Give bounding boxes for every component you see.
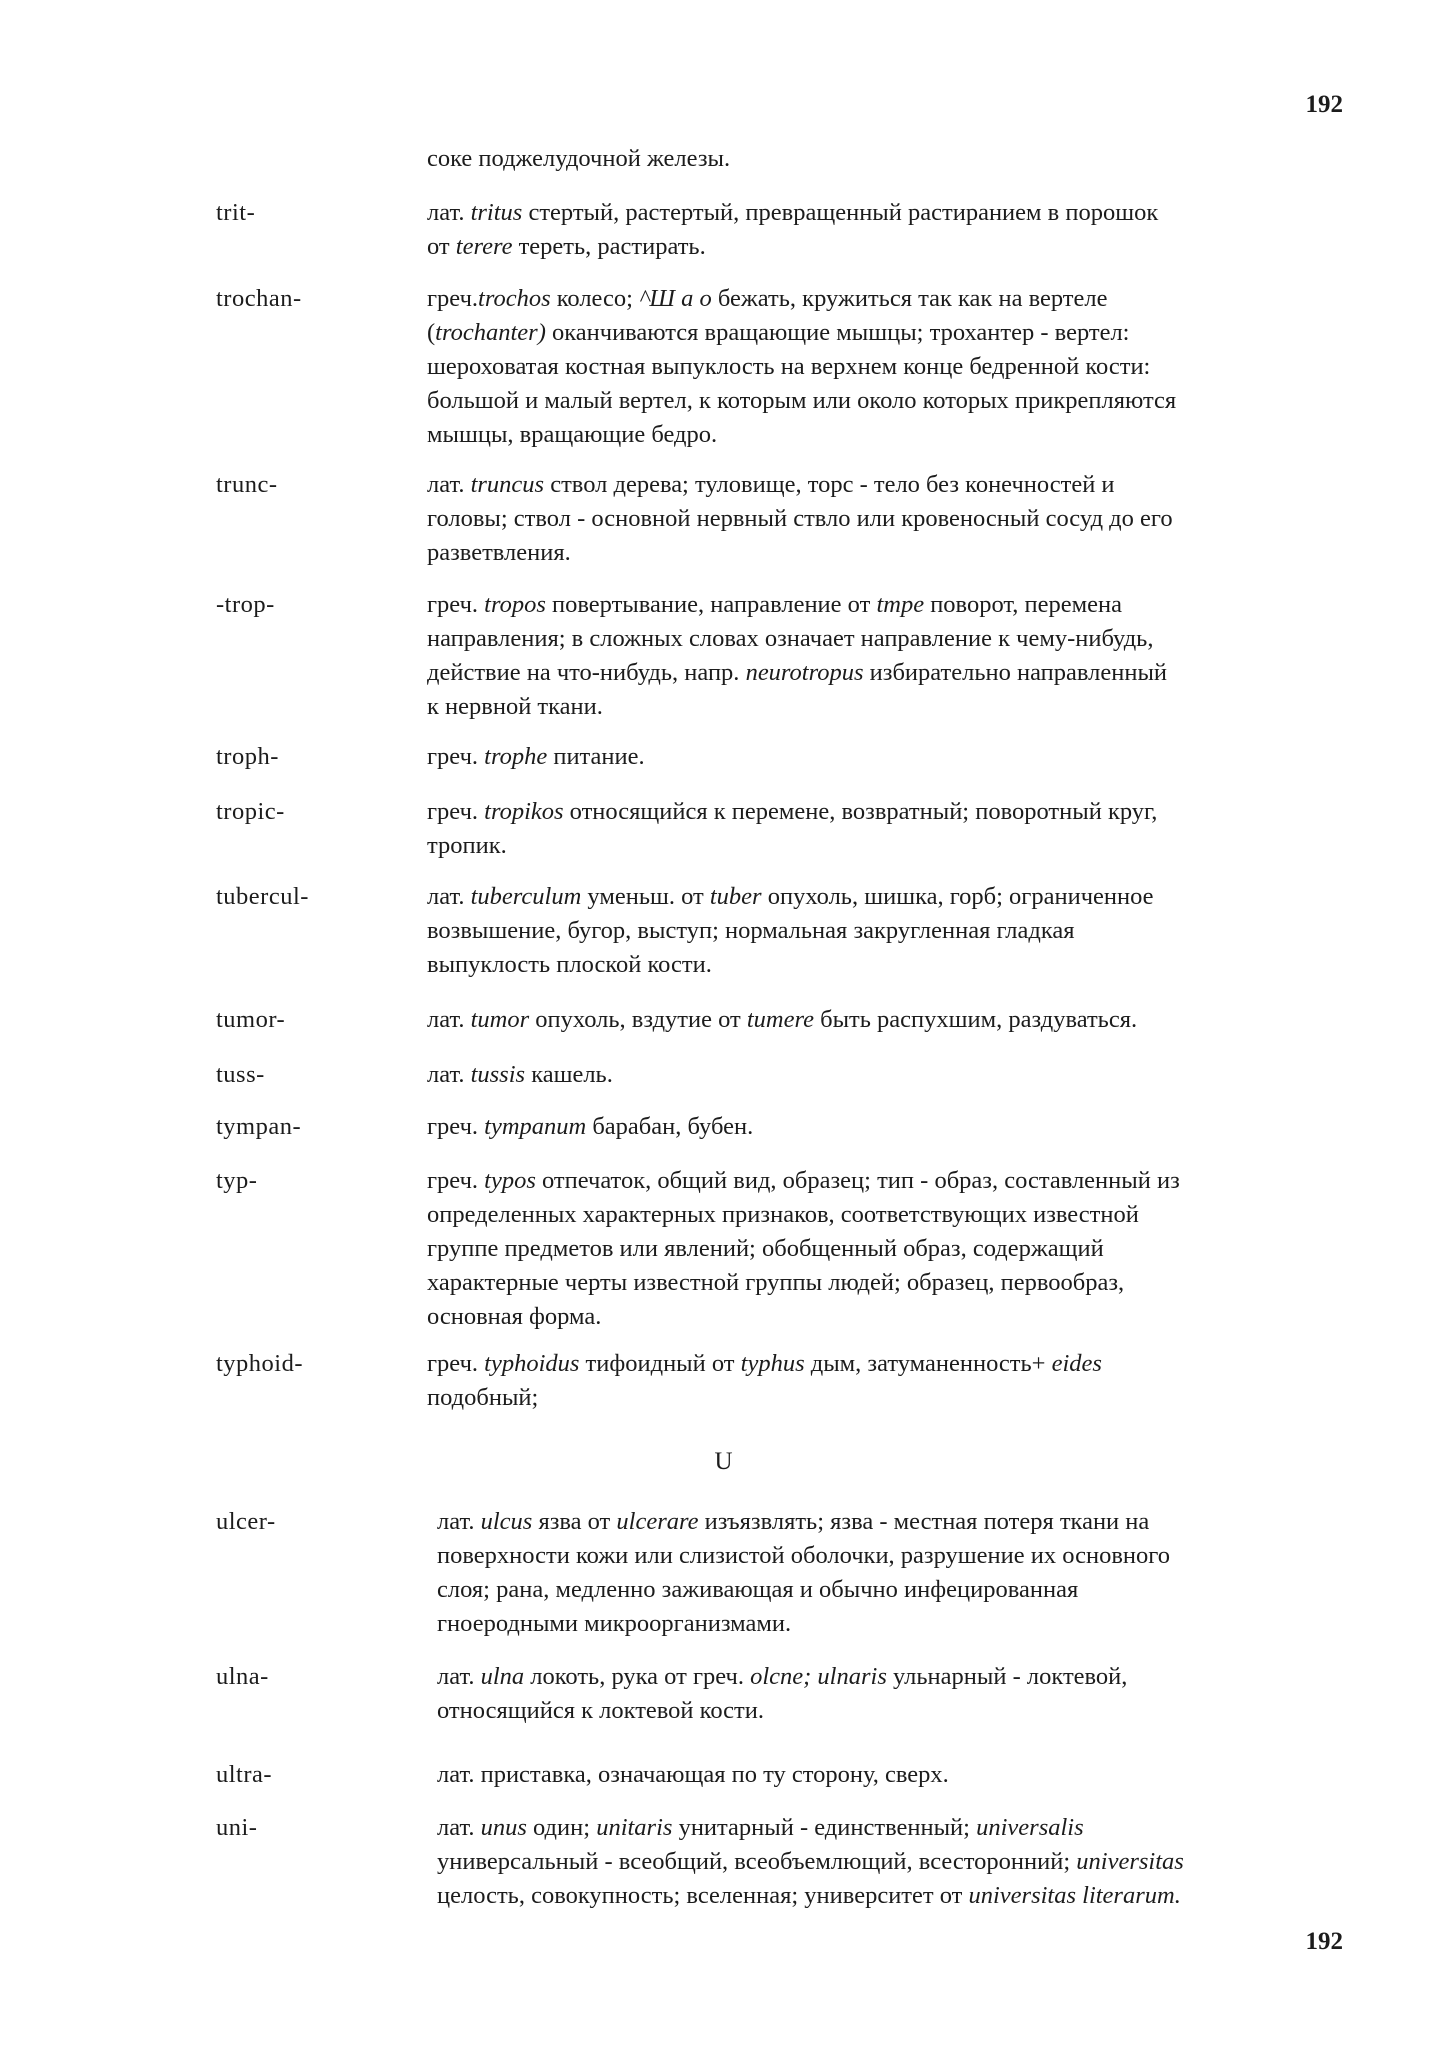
entry-term: ultra- (216, 1761, 273, 1788)
entry-term: troph- (216, 743, 279, 770)
entry-term: trochan- (216, 285, 302, 312)
page-number-bottom: 192 (1305, 1928, 1343, 1955)
entry-definition: греч. typhoidus тифоидный от typhus дым, затуманенность+ eides подобный; (427, 1350, 1102, 1411)
entry-definition: греч. typos отпечаток, общий вид, образец; тип - образ, составленный из определенных характерных признаков, соответствующих известной группе предметов или явлений; обобщенный образ, содержащий характерные черты известной группы людей; образец, первообраз, основная форма. (427, 1167, 1180, 1330)
entry-term: -trop- (216, 591, 275, 618)
entry-definition: лат. приставка, означающая по ту сторону, сверх. (437, 1761, 949, 1788)
entry-definition: лат. tritus стертый, растертый, превращенный растиранием в порошок от terere тереть, растирать. (427, 199, 1159, 260)
entry-term: trunc- (216, 471, 278, 498)
continuation-text: соке поджелудочной железы. (427, 145, 731, 172)
entry-definition: лат. unus один; unitaris унитарный - единственный; universalis универсальный - всеобщий, всеобъемлющий, всесторонний; universitas целость, совокупность; вселенная; университет от universitas literarum. (437, 1814, 1184, 1909)
entry-definition: лат. tuberculum уменьш. от tuber опухоль, шишка, горб; ограниченное возвышение, бугор, выступ; нормальная закругленная гладкая выпуклость плоской кости. (427, 883, 1154, 978)
section-letter: U (714, 1448, 733, 1475)
entry-term: uni- (216, 1814, 258, 1841)
entry-definition: лат. ulna локоть, рука от греч. olcne; ulnaris ульнарный - локтевой, относящийся к локтевой кости. (437, 1663, 1128, 1724)
entry-term: trit- (216, 199, 256, 226)
entry-definition: лат. tussis кашель. (427, 1061, 613, 1088)
entry-term: tropic- (216, 798, 285, 825)
entry-definition: лат. ulcus язва от ulcerare изъязвлять; язва - местная потеря ткани на поверхности кожи или слизистой оболочки, разрушение их основного слоя; рана, медленно заживающая и обычно инфецированная гноеродными микроорганизмами. (437, 1508, 1170, 1637)
entry-term: ulcer- (216, 1508, 276, 1535)
entry-term: tumor- (216, 1006, 286, 1033)
entry-term: tubercul- (216, 883, 309, 910)
entry-term: typhoid- (216, 1350, 304, 1377)
entry-term: typ- (216, 1167, 258, 1194)
entry-definition: греч. tympanum барабан, бубен. (427, 1113, 754, 1140)
entry-definition: лат. tumor опухоль, вздутие от tumere быть распухшим, раздуваться. (427, 1006, 1138, 1033)
page-number-top: 192 (1305, 91, 1343, 118)
entry-definition: греч. tropos повертывание, направление от tmpe поворот, перемена направления; в сложных словах означает направление к чему-нибудь, действие на что-нибудь, напр. neurotropus избирательно направленный к нервной ткани. (427, 591, 1168, 720)
entry-definition: греч.trochos колесо; ^Ш а о бежать, кружиться так как на вертеле (trochanter) оканчиваются вращающие мышцы; трохантер - вертел: шероховатая костная выпуклость на верхнем конце бедренной кости: большой и малый вертел, к которым или около которых прикрепляются мышцы, вращающие бедро. (427, 285, 1177, 448)
entry-definition: греч. trophe питание. (427, 743, 645, 770)
entry-term: ulna- (216, 1663, 269, 1690)
entry-term: tympan- (216, 1113, 302, 1140)
entry-definition: лат. truncus ствол дерева; туловище, торс - тело без конечностей и головы; ствол - основной нервный ствло или кровеносный сосуд до его разветвления. (427, 471, 1173, 566)
entry-definition: греч. tropikos относящийся к перемене, возвратный; поворотный круг, тропик. (427, 798, 1158, 859)
entry-term: tuss- (216, 1061, 265, 1088)
